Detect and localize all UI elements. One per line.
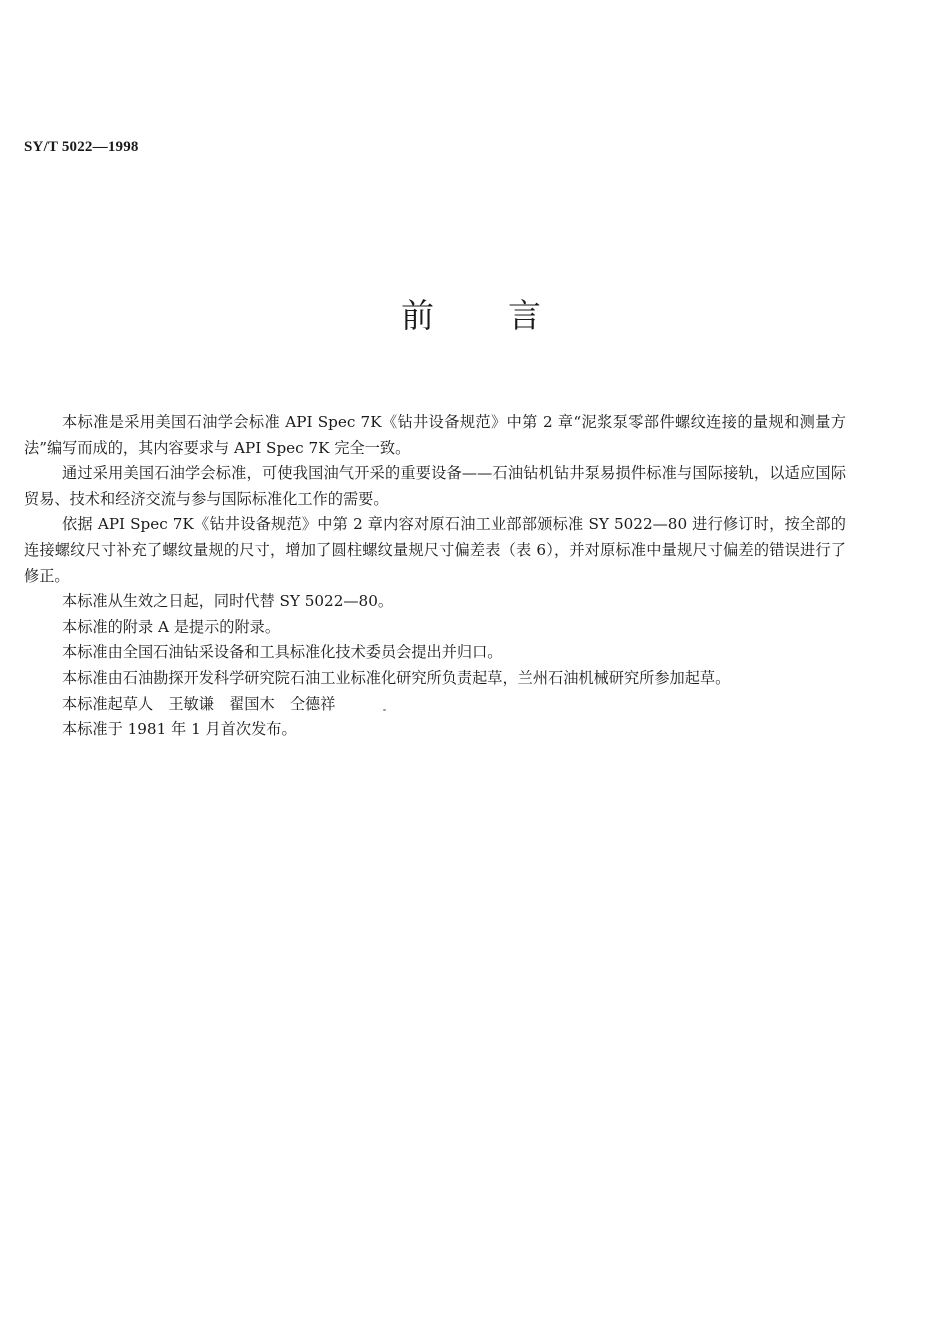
paragraph-supersedes: 本标准从生效之日起，同时代替 SY 5022—80。 bbox=[62, 592, 394, 611]
paragraph-drafters: 本标准起草人 王敏谦 翟国木 仝德祥 bbox=[62, 694, 336, 713]
paragraph-adoption: 本标准是采用美国石油学会标准 API Spec 7K《钻井设备规范》中第 2 章“泥浆泵零部件螺纹连接的量规和测量方法”编写而成的，其内容要求与 API Spec 7K 完全一致。 bbox=[24, 413, 846, 457]
paragraph-purpose: 通过采用美国石油学会标准，可使我国油气开采的重要设备——石油钻机钻井泵易损件标准与国际接轨，以适应国际贸易、技术和经济交流与参与国际标准化工作的需要。 bbox=[24, 464, 846, 508]
scan-speck bbox=[383, 709, 386, 711]
paragraph-revision: 依据 API Spec 7K《钻井设备规范》中第 2 章内容对原石油工业部部颁标准 SY 5022—80 进行修订时，按全部的连接螺纹尺寸补充了螺纹量规的尺寸，增加了圆柱螺纹量规尺寸偏差表（表 6），并对原标准中量规尺寸偏差的错误进行了修正。 bbox=[24, 515, 846, 585]
paragraph-first-issue: 本标准于 1981 年 1 月首次发布。 bbox=[62, 720, 297, 739]
standard-code: SY/T 5022—1998 bbox=[24, 139, 139, 155]
paragraph-appendix: 本标准的附录 A 是提示的附录。 bbox=[62, 617, 281, 636]
foreword-body bbox=[24, 410, 846, 743]
page-title: 前言 bbox=[401, 296, 615, 335]
paragraph-drafting-units: 本标准由石油勘探开发科学研究院石油工业标准化研究所负责起草，兰州石油机械研究所参加起草。 bbox=[62, 668, 731, 687]
paragraph-proposer: 本标准由全国石油钻采设备和工具标准化技术委员会提出并归口。 bbox=[62, 643, 503, 662]
